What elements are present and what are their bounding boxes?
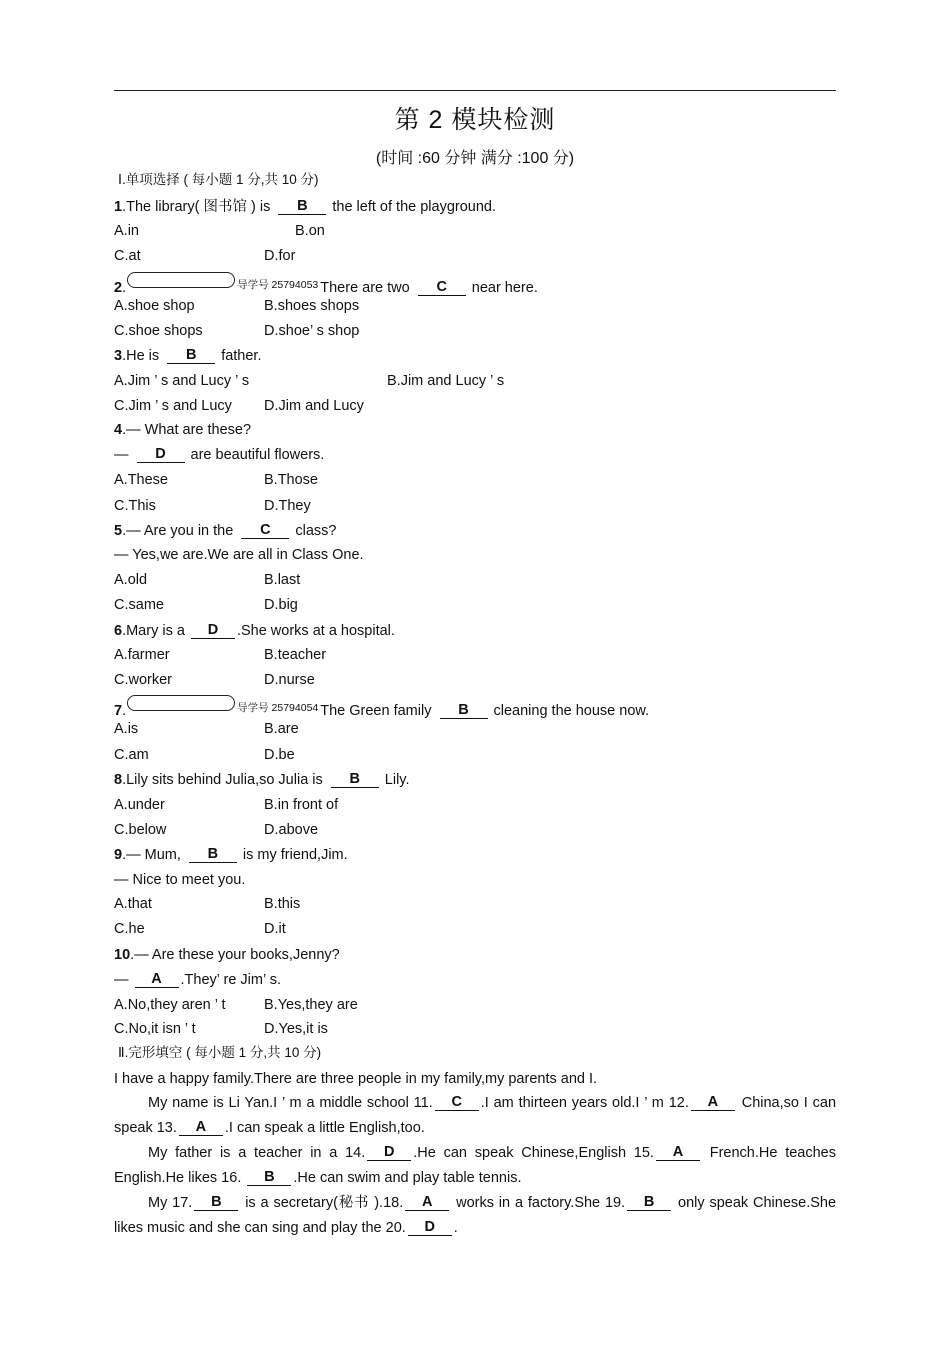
option-5b: B.last bbox=[264, 572, 301, 588]
reference-number: 导学号 25794054 bbox=[237, 702, 319, 714]
section-1-heading: Ⅰ.单项选择 ( 每小题 1 分,共 10 分) bbox=[118, 172, 319, 187]
question-8: 8.Lily sits behind Julia,so Julia is B Lily. bbox=[114, 771, 410, 788]
option-2a: A.shoe shop bbox=[114, 298, 195, 314]
question-4-reply: — D are beautiful flowers. bbox=[114, 446, 325, 463]
option-9a: A.that bbox=[114, 896, 152, 912]
option-3d: D.Jim and Lucy bbox=[264, 398, 364, 414]
option-1a: A.in bbox=[114, 223, 139, 239]
option-2d: D.shoe’ s shop bbox=[264, 323, 360, 339]
answer-2: C bbox=[418, 279, 466, 296]
answer-17: B bbox=[194, 1194, 238, 1211]
question-2: 2. $^{导学号 25794053}$ There are two C near here. bbox=[114, 272, 538, 298]
blank-marker-icon bbox=[127, 695, 235, 711]
answer-1: B bbox=[278, 198, 326, 215]
option-4a: A.These bbox=[114, 472, 168, 488]
option-9c: C.he bbox=[114, 921, 145, 937]
option-1d: D.for bbox=[264, 248, 296, 264]
answer-12: A bbox=[691, 1094, 735, 1111]
option-3b: B.Jim and Lucy ’ s bbox=[387, 373, 505, 389]
option-5a: A.old bbox=[114, 572, 148, 588]
answer-4: D bbox=[137, 446, 185, 463]
answer-5: C bbox=[241, 522, 289, 539]
option-8c: C.below bbox=[114, 822, 167, 838]
question-7: 7. $^{导学号 25794054}$ The Green family B cleaning the house now. bbox=[114, 695, 649, 721]
answer-14: D bbox=[367, 1144, 411, 1161]
question-10-reply: — A .They’ re Jim’ s. bbox=[114, 971, 281, 988]
option-4c: C.This bbox=[114, 498, 156, 514]
question-9-reply: — Nice to meet you. bbox=[114, 872, 246, 888]
option-7d: D.be bbox=[264, 747, 295, 763]
answer-8: B bbox=[331, 771, 379, 788]
option-2b: B.shoes shops bbox=[264, 298, 360, 314]
question-3: 3.He is B father. bbox=[114, 347, 262, 364]
answer-11: C bbox=[435, 1094, 479, 1111]
answer-7: B bbox=[440, 702, 488, 719]
answer-10: A bbox=[135, 971, 179, 988]
option-3a: A.Jim ’ s and Lucy ’ s bbox=[114, 373, 250, 389]
option-1c: C.at bbox=[114, 248, 141, 264]
blank-marker-icon bbox=[127, 272, 235, 288]
option-5c: C.same bbox=[114, 597, 164, 613]
answer-6: D bbox=[191, 622, 235, 639]
question-6: 6.Mary is a D .She works at a hospital. bbox=[114, 622, 395, 639]
question-1: 1.The library( 图书馆 ) is B the left of the playground. bbox=[114, 198, 497, 215]
option-2c: C.shoe shops bbox=[114, 323, 203, 339]
question-5: 5.— Are you in the C class? bbox=[114, 522, 337, 539]
answer-20: D bbox=[408, 1219, 452, 1236]
answer-15: A bbox=[656, 1144, 700, 1161]
option-8d: D.above bbox=[264, 822, 319, 838]
answer-18: A bbox=[405, 1194, 449, 1211]
cloze-paragraph-2: My name is Li Yan.I ’ m a middle school 11. C .I am thirteen years old.I ’ m 12. A China,so I can speak 13. A .I can speak a little English,too. bbox=[114, 1094, 837, 1136]
question-9: 9.— Mum, B is my friend,Jim. bbox=[114, 846, 348, 863]
option-7c: C.am bbox=[114, 747, 149, 763]
answer-13: A bbox=[179, 1119, 223, 1136]
option-10b: B.Yes,they are bbox=[264, 997, 358, 1013]
option-1b: B.on bbox=[295, 223, 325, 239]
option-10c: C.No,it isn ’ t bbox=[114, 1021, 196, 1037]
cloze-paragraph-3: My father is a teacher in a 14. D .He can speak Chinese,English 15. A French.He teaches English.He likes 16. B .He can swim and play table tennis. bbox=[114, 1144, 836, 1186]
cloze-paragraph-1: I have a happy family.There are three people in my family,my parents and I. bbox=[114, 1071, 598, 1087]
option-7b: B.are bbox=[264, 721, 299, 737]
section-2-heading: Ⅱ.完形填空 ( 每小题 1 分,共 10 分) bbox=[118, 1045, 322, 1060]
option-4b: B.Those bbox=[264, 472, 318, 488]
option-7a: A.is bbox=[114, 721, 139, 737]
option-6d: D.nurse bbox=[264, 672, 315, 688]
option-10a: A.No,they aren ’ t bbox=[114, 997, 226, 1013]
answer-9: B bbox=[189, 846, 237, 863]
option-9d: D.it bbox=[264, 921, 286, 937]
option-8a: A.under bbox=[114, 797, 165, 813]
option-5d: D.big bbox=[264, 597, 298, 613]
option-8b: B.in front of bbox=[264, 797, 339, 813]
option-6b: B.teacher bbox=[264, 647, 327, 663]
answer-3: B bbox=[167, 347, 215, 364]
question-5-reply: — Yes,we are.We are all in Class One. bbox=[114, 547, 364, 563]
page-subtitle: (时间 :60 分钟 满分 :100 分) bbox=[375, 150, 575, 167]
option-10d: D.Yes,it is bbox=[264, 1021, 328, 1037]
option-3c: C.Jim ’ s and Lucy bbox=[114, 398, 232, 414]
option-6c: C.worker bbox=[114, 672, 173, 688]
cloze-paragraph-4: My 17. B is a secretary(秘书 ).18. A works in a factory.She 19. B only speak Chinese.She likes music and she can sing and play the 20. D . bbox=[114, 1194, 837, 1236]
page-title: 第 2 模块检测 bbox=[394, 106, 556, 134]
answer-19: B bbox=[627, 1194, 671, 1211]
option-9b: B.this bbox=[264, 896, 301, 912]
question-4: 4.— What are these? bbox=[114, 422, 252, 438]
header-rule bbox=[114, 90, 836, 91]
reference-number: 导学号 25794053 bbox=[237, 279, 319, 291]
option-4d: D.They bbox=[264, 498, 311, 514]
option-6a: A.farmer bbox=[114, 647, 170, 663]
answer-16: B bbox=[247, 1169, 291, 1186]
question-10: 10.— Are these your books,Jenny? bbox=[114, 947, 340, 963]
